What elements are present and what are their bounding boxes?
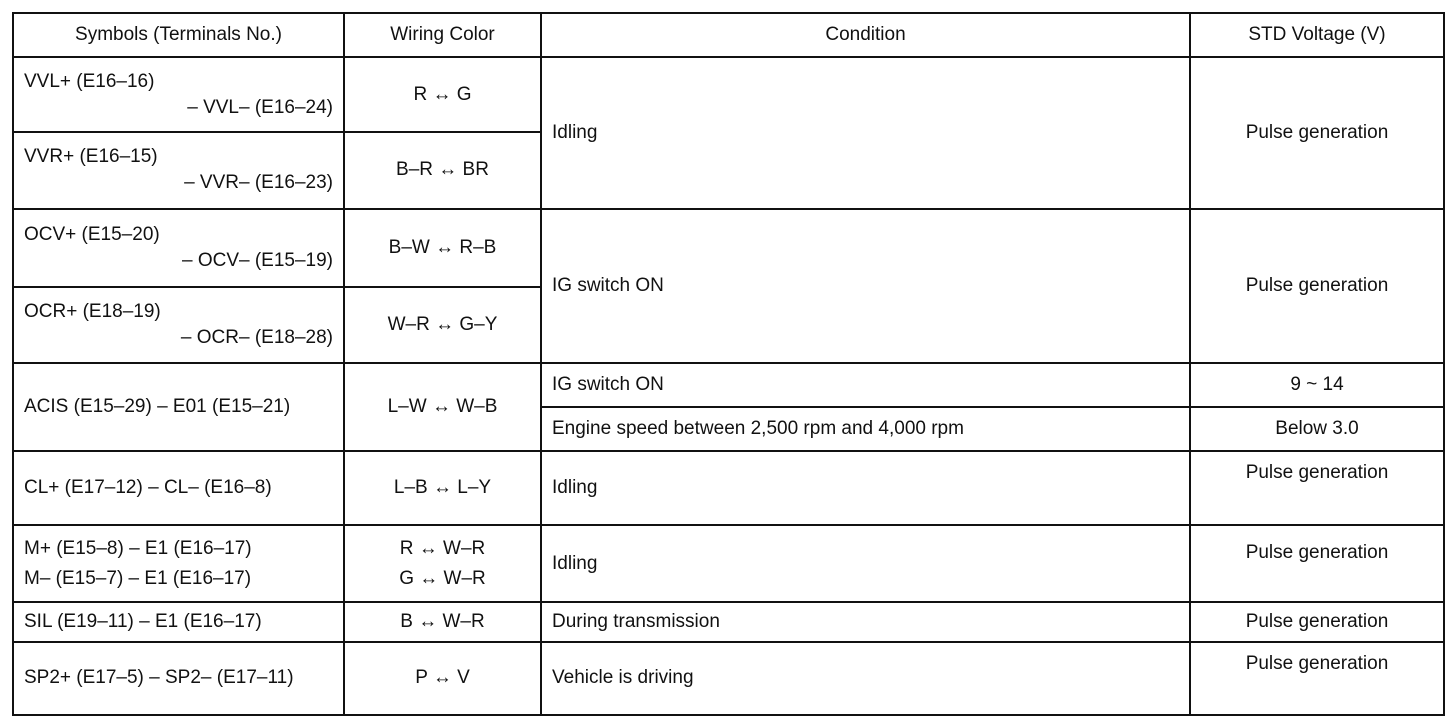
symbol-cell xyxy=(13,57,344,132)
symbol-line: – OCV– (E15–19) xyxy=(181,249,333,271)
symbol-line: M+ (E15–8) – E1 (E16–17) xyxy=(24,537,252,559)
voltage-cell: Pulse generation xyxy=(1190,525,1444,601)
wiring-line: G ↔ W–R xyxy=(399,567,486,589)
condition-cell: IG switch ON xyxy=(541,363,1190,407)
wiring-color-cell: R ↔ G xyxy=(344,57,541,132)
table-row xyxy=(13,209,1444,287)
table-row xyxy=(13,451,1444,525)
symbol-line: M– (E15–7) – E1 (E16–17) xyxy=(24,567,252,589)
wiring-color-cell: B–W ↔ R–B xyxy=(344,209,541,287)
wiring-line: R ↔ W–R xyxy=(399,537,486,559)
symbol-cell: SP2+ (E17–5) – SP2– (E17–11) xyxy=(13,642,344,715)
symbol-cell: ACIS (E15–29) – E01 (E15–21) xyxy=(13,363,344,451)
header-wiring-color: Wiring Color xyxy=(344,13,541,57)
symbol-line: VVR+ (E16–15) xyxy=(24,146,158,168)
condition-cell: Vehicle is driving xyxy=(541,642,1190,715)
header-condition: Condition xyxy=(541,13,1190,57)
voltage-cell: Pulse generation xyxy=(1190,602,1444,642)
symbol-cell: SIL (E19–11) – E1 (E16–17) xyxy=(13,602,344,642)
condition-cell: IG switch ON xyxy=(541,209,1190,363)
wiring-color-cell: B–R ↔ BR xyxy=(344,132,541,208)
wiring-color-cell: W–R ↔ G–Y xyxy=(344,287,541,363)
header-std-voltage: STD Voltage (V) xyxy=(1190,13,1444,57)
wiring-color-cell xyxy=(344,525,541,601)
table-row xyxy=(13,525,1444,601)
header-symbols: Symbols (Terminals No.) xyxy=(13,13,344,57)
condition-cell: Idling xyxy=(541,57,1190,208)
wiring-color-cell: P ↔ V xyxy=(344,642,541,715)
symbol-line: VVL+ (E16–16) xyxy=(24,70,155,92)
voltage-cell: Pulse generation xyxy=(1190,209,1444,363)
wiring-color-cell: B ↔ W–R xyxy=(344,602,541,642)
symbol-cell: CL+ (E17–12) – CL– (E16–8) xyxy=(13,451,344,525)
wiring-color-cell: L–B ↔ L–Y xyxy=(344,451,541,525)
wiring-color-cell: L–W ↔ W–B xyxy=(344,363,541,451)
table-row xyxy=(13,602,1444,642)
table-row xyxy=(13,363,1444,407)
symbol-line: – OCR– (E18–28) xyxy=(180,326,333,348)
symbol-line: OCR+ (E18–19) xyxy=(24,300,161,322)
voltage-cell: 9 ~ 14 xyxy=(1190,363,1444,407)
condition-cell: During transmission xyxy=(541,602,1190,642)
header-row xyxy=(13,13,1444,57)
voltage-cell: Pulse generation xyxy=(1190,57,1444,208)
voltage-cell: Pulse generation xyxy=(1190,642,1444,715)
condition-cell: Idling xyxy=(541,451,1190,525)
condition-cell: Idling xyxy=(541,525,1190,601)
voltage-cell: Pulse generation xyxy=(1190,451,1444,525)
voltage-cell: Below 3.0 xyxy=(1190,407,1444,451)
table-row xyxy=(13,57,1444,132)
condition-cell: Engine speed between 2,500 rpm and 4,000 rpm xyxy=(541,407,1190,451)
symbol-cell xyxy=(13,287,344,363)
symbol-cell xyxy=(13,132,344,208)
symbol-line: – VVR– (E16–23) xyxy=(184,172,333,194)
symbol-cell xyxy=(13,209,344,287)
symbol-line: – VVL– (E16–24) xyxy=(187,96,333,118)
symbol-line: OCV+ (E15–20) xyxy=(24,223,160,245)
table-row xyxy=(13,642,1444,715)
symbol-cell xyxy=(13,525,344,601)
terminal-voltage-table xyxy=(12,12,1445,716)
